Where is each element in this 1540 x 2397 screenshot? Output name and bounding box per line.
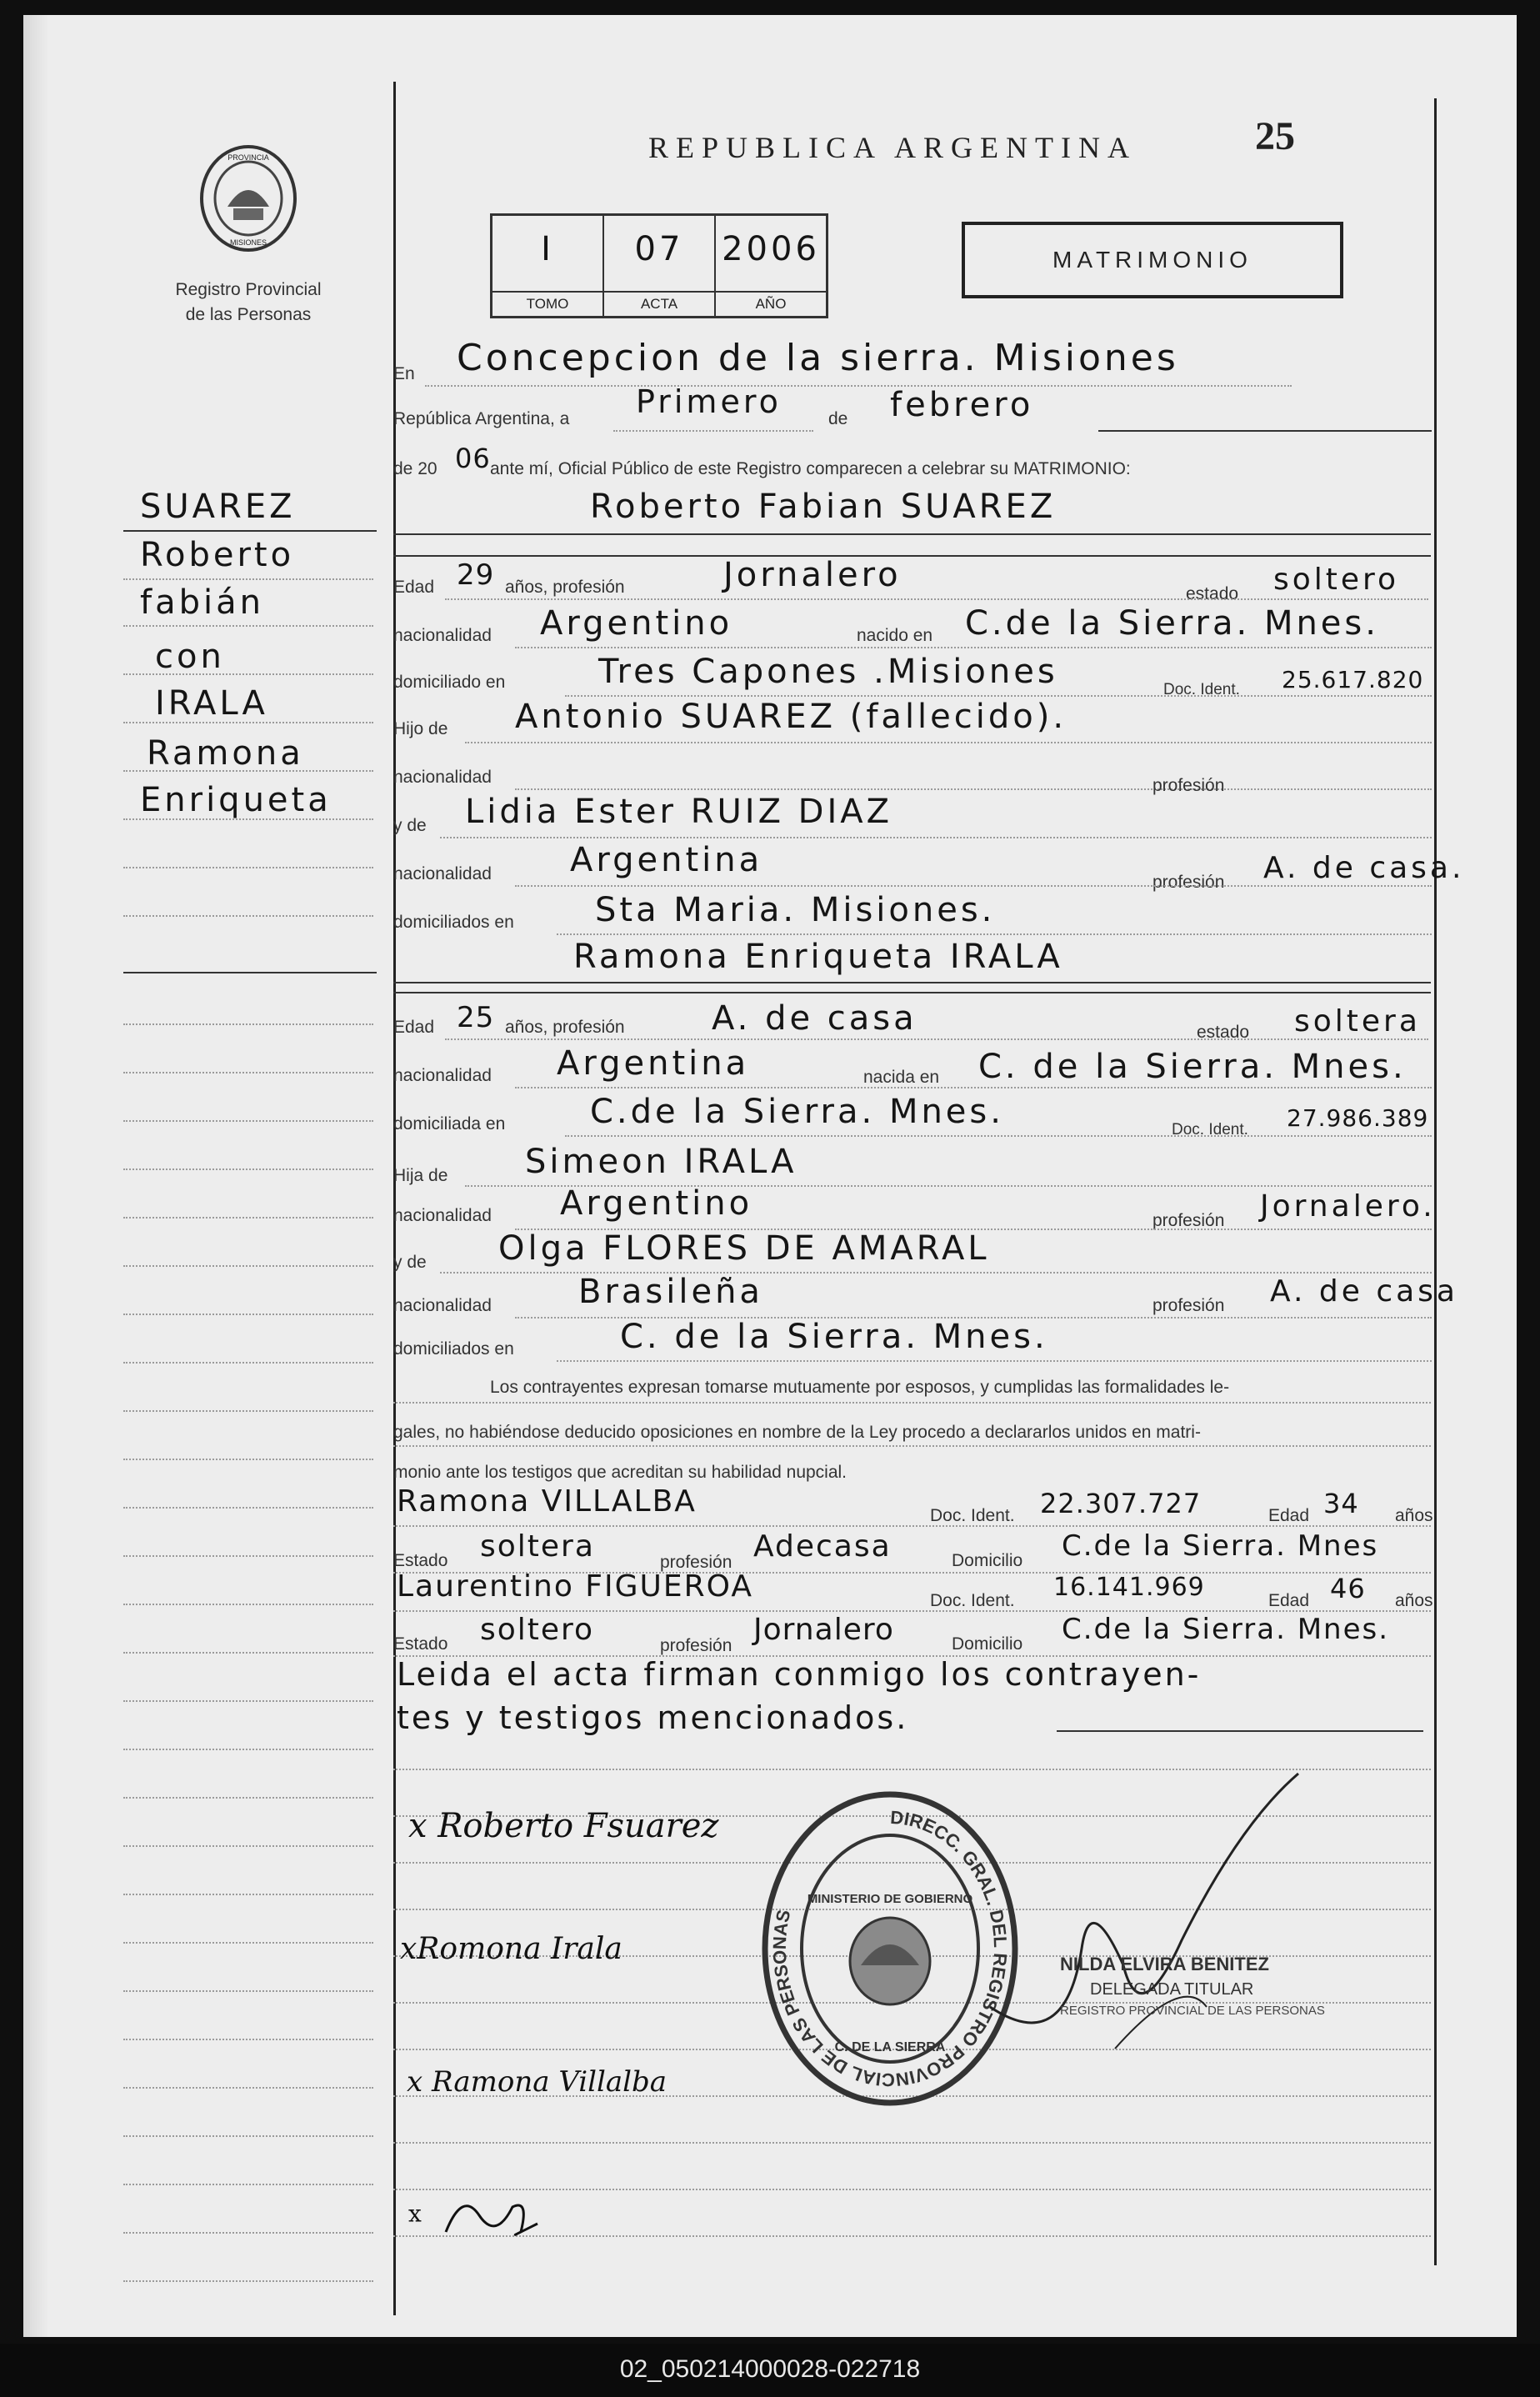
field-line xyxy=(393,1445,1431,1447)
bride-father-nac-label: nacionalidad xyxy=(393,1206,492,1225)
acta-value: 07 xyxy=(634,230,684,268)
footer-code: 02_050214000028-022718 xyxy=(619,2355,921,2383)
witness-2-anos-label: años xyxy=(1395,1591,1433,1610)
margin-line xyxy=(123,2135,373,2137)
witness-2-edad-label: Edad xyxy=(1268,1591,1310,1610)
closing-line-fill xyxy=(1057,1730,1423,1732)
groom-name-rule xyxy=(393,533,1431,535)
bride-estado-label: estado xyxy=(1197,1023,1250,1042)
groom-estado-label: estado xyxy=(1186,584,1239,603)
ano-label: AÑO xyxy=(716,291,826,316)
margin-groom-name-1: Roberto xyxy=(140,536,295,574)
bride-parents-dom-label: domiciliados en xyxy=(393,1339,514,1359)
witness-1-address: C.de la Sierra. Mnes xyxy=(1062,1529,1379,1563)
footer-bar xyxy=(0,2344,1540,2397)
groom-status: soltero xyxy=(1273,563,1400,597)
margin-line xyxy=(123,1217,373,1219)
bride-birthplace: C. de la Sierra. Mnes. xyxy=(978,1048,1407,1086)
witness-2-estado-label: Estado xyxy=(393,1634,448,1654)
margin-line xyxy=(123,1362,373,1364)
signature-witness-2-mark: x xyxy=(408,2199,422,2228)
declaration-line-2: gales, no habiéndose deducido oposiciones en nombre de la Ley procedo a declararlos unidos en matri- xyxy=(393,1423,1201,1442)
officer-office: REGISTRO PROVINCIAL DE LAS PERSONAS xyxy=(1060,2004,1325,2018)
field-line xyxy=(515,788,1432,790)
field-line xyxy=(393,1525,1431,1527)
margin-line xyxy=(123,1168,373,1170)
bride-doc: 27.986.389 xyxy=(1287,1104,1429,1132)
bride-parents-address: C. de la Sierra. Mnes. xyxy=(620,1318,1048,1356)
margin-line xyxy=(123,1749,373,1750)
witness-2-address: C.de la Sierra. Mnes. xyxy=(1062,1613,1390,1646)
right-margin-rule xyxy=(1434,98,1437,2265)
field-line xyxy=(440,837,1432,838)
provincial-seal-icon xyxy=(190,140,307,257)
margin-line xyxy=(123,1845,373,1847)
margin-line xyxy=(123,2280,373,2282)
stamp-inner-text: MINISTERIO DE GOBIERNO xyxy=(807,1892,973,1906)
margin-groom-name-2: fabián xyxy=(140,583,264,622)
bride-mother-prof-label: profesión xyxy=(1152,1296,1225,1315)
witness-2-name: Laurentino FIGUEROA xyxy=(397,1569,753,1604)
field-line xyxy=(557,1360,1432,1362)
bride-hija-label: Hija de xyxy=(393,1166,448,1185)
witness-2-dom-label: Domicilio xyxy=(952,1634,1023,1654)
witness-1-prof-label: profesión xyxy=(660,1553,732,1572)
witness-1-doc: 22.307.727 xyxy=(1040,1488,1202,1519)
margin-line xyxy=(123,1314,373,1315)
margin-line xyxy=(123,1410,373,1412)
margin-rule-top xyxy=(123,530,377,532)
groom-mother-profession: A. de casa. xyxy=(1263,851,1465,885)
margin-line xyxy=(123,2184,373,2185)
signature-witness-1: x Ramona Villalba xyxy=(407,2065,668,2099)
bride-father-prof-label: profesión xyxy=(1152,1211,1225,1230)
officer-title: DELEGADA TITULAR xyxy=(1090,1980,1254,1999)
margin-line xyxy=(123,1459,373,1460)
svg-text:MISIONES: MISIONES xyxy=(229,238,268,247)
bride-mother-profession: A. de casa xyxy=(1270,1274,1458,1309)
bride-y-de-label: y de xyxy=(393,1253,427,1272)
margin-line xyxy=(123,867,373,868)
groom-anos-profesion-label: años, profesión xyxy=(505,578,625,597)
margin-line xyxy=(123,1604,373,1605)
witness-1-edad-label: Edad xyxy=(1268,1506,1310,1525)
tomo-cell xyxy=(492,216,604,316)
margin-line xyxy=(123,1652,373,1654)
groom-mother-prof-label: profesión xyxy=(1152,873,1225,892)
bride-father: Simeon IRALA xyxy=(525,1143,798,1181)
year-prefix: de 20 xyxy=(393,459,438,478)
ano-cell xyxy=(716,216,826,316)
groom-nac-label: nacionalidad xyxy=(393,626,492,645)
field-line xyxy=(515,885,1432,887)
field-line xyxy=(1098,430,1432,432)
officer-signature xyxy=(965,1757,1315,2074)
bride-nacida-label: nacida en xyxy=(863,1068,940,1087)
place-value: Concepcion de la sierra. Misiones xyxy=(457,337,1179,379)
registry-name: Registro Provincial de las Personas xyxy=(175,280,322,324)
field-line xyxy=(445,598,1428,600)
margin-line xyxy=(123,578,373,580)
bride-name-rule xyxy=(393,982,1431,983)
margin-line xyxy=(123,1023,373,1025)
groom-parents-dom-label: domiciliados en xyxy=(393,913,514,932)
groom-y-de-label: y de xyxy=(393,816,427,835)
bride-mother-nac-label: nacionalidad xyxy=(393,1296,492,1315)
acta-box xyxy=(490,213,828,318)
ano-value: 2006 xyxy=(722,230,820,268)
page-binding-edge xyxy=(23,15,48,2337)
witness-1-status: soltera xyxy=(480,1529,595,1564)
bride-nationality: Argentina xyxy=(557,1044,750,1083)
witness-1-dom-label: Domicilio xyxy=(952,1551,1023,1570)
declaration-line-1: Los contrayentes expresan tomarse mutuamente por esposos, y cumplidas las formalidades le- xyxy=(490,1378,1230,1397)
groom-age: 29 xyxy=(457,558,495,592)
groom-father-prof-label: profesión xyxy=(1152,776,1225,795)
witness-2-doc-label: Doc. Ident. xyxy=(930,1591,1015,1610)
margin-line xyxy=(123,1797,373,1799)
page-number: 25 xyxy=(1255,114,1295,158)
groom-parents-address: Sta Maria. Misiones. xyxy=(595,891,996,929)
margin-line xyxy=(123,625,373,627)
groom-hijo-label: Hijo de xyxy=(393,719,448,738)
field-line xyxy=(557,933,1432,935)
signature-line xyxy=(393,2142,1431,2144)
margin-line xyxy=(123,2232,373,2234)
document-type-box xyxy=(962,222,1343,298)
margin-bride-name-1: Ramona xyxy=(147,734,304,773)
signature-witness-2 xyxy=(408,2182,562,2249)
margin-line xyxy=(123,1507,373,1509)
bride-age: 25 xyxy=(457,1001,495,1034)
margin-line xyxy=(123,1072,373,1073)
field-line xyxy=(445,1038,1428,1040)
bride-father-nationality: Argentino xyxy=(560,1184,753,1223)
groom-nationality: Argentino xyxy=(540,604,733,643)
witness-2-doc: 16.141.969 xyxy=(1053,1573,1205,1602)
groom-doc-label: Doc. Ident. xyxy=(1163,681,1240,698)
republica-label: República Argentina, a xyxy=(393,409,570,428)
witness-1-estado-label: Estado xyxy=(393,1551,448,1570)
witness-1-name: Ramona VILLALBA xyxy=(397,1484,697,1519)
document-page xyxy=(23,15,1517,2337)
tomo-label: TOMO xyxy=(492,291,602,316)
signature-groom: x Roberto Fsuarez xyxy=(408,1807,719,1845)
margin-line xyxy=(123,1990,373,1992)
bride-profession: A. de casa xyxy=(712,999,918,1038)
acta-cell xyxy=(604,216,716,316)
closing-line-2: tes y testigos mencionados. xyxy=(397,1699,909,1736)
day-value: Primero xyxy=(636,383,782,420)
field-line xyxy=(565,1135,1432,1137)
margin-line xyxy=(123,722,373,723)
margin-line xyxy=(123,1894,373,1895)
svg-text:PROVINCIA: PROVINCIA xyxy=(228,153,269,162)
margin-line xyxy=(123,1700,373,1702)
bride-mother-nationality: Brasileña xyxy=(578,1273,763,1311)
margin-bride-surname: IRALA xyxy=(155,684,268,723)
margin-line xyxy=(123,1120,373,1122)
margin-line xyxy=(123,2039,373,2040)
year-suffix: 06 xyxy=(455,443,491,474)
bride-address: C.de la Sierra. Mnes. xyxy=(590,1093,1004,1131)
closing-line-1: Leida el acta firman conmigo los contrayen- xyxy=(397,1656,1202,1693)
margin-line xyxy=(123,1555,373,1557)
ante-text: ante mí, Oficial Público de este Registro comparecen a celebrar su MATRIMONIO: xyxy=(490,459,1131,478)
field-line xyxy=(393,1402,1431,1404)
country-title: REPUBLICA ARGENTINA xyxy=(648,131,1138,164)
bride-mother: Olga FLORES DE AMARAL xyxy=(498,1229,990,1268)
declaration-line-3: monio ante los testigos que acreditan su habilidad nupcial. xyxy=(393,1463,848,1482)
margin-line xyxy=(123,1265,373,1267)
signature-witness-2-scribble xyxy=(429,2182,562,2249)
groom-full-name: Roberto Fabian SUAREZ xyxy=(590,488,1057,526)
bride-full-name: Ramona Enriqueta IRALA xyxy=(573,938,1063,976)
margin-line xyxy=(123,915,373,917)
witness-2-prof-label: profesión xyxy=(660,1636,732,1655)
witness-1-profession: Adecasa xyxy=(753,1529,892,1564)
margin-line xyxy=(123,2087,373,2089)
officer-name: NILDA ELVIRA BENITEZ xyxy=(1060,1954,1269,1974)
margin-rule-bottom xyxy=(123,972,377,973)
field-line xyxy=(425,385,1292,387)
margin-line xyxy=(123,770,373,772)
margin-bride-name-2: Enriqueta xyxy=(140,781,332,819)
groom-section-rule xyxy=(393,555,1431,557)
margin-line xyxy=(123,818,373,820)
groom-father-nac-label: nacionalidad xyxy=(393,768,492,787)
witness-1-age: 34 xyxy=(1323,1488,1359,1519)
bride-status: soltera xyxy=(1294,1004,1421,1038)
witness-2-profession: Jornalero xyxy=(753,1613,894,1647)
margin-connector: con xyxy=(155,638,225,676)
bride-nac-label: nacionalidad xyxy=(393,1066,492,1085)
witness-1-anos-label: años xyxy=(1395,1506,1433,1525)
bride-anos-profesion-label: años, profesión xyxy=(505,1018,625,1037)
groom-mother-nac-label: nacionalidad xyxy=(393,864,492,883)
acta-label: ACTA xyxy=(604,291,714,316)
margin-line xyxy=(123,673,373,675)
de-label: de xyxy=(828,409,848,428)
witness-2-age: 46 xyxy=(1330,1573,1366,1604)
field-line xyxy=(613,430,813,432)
groom-father: Antonio SUAREZ (fallecido). xyxy=(515,698,1068,736)
bride-section-rule xyxy=(393,992,1431,993)
bride-father-profession: Jornalero. xyxy=(1260,1189,1436,1224)
groom-mother-nationality: Argentina xyxy=(570,841,763,879)
groom-dom-label: domiciliado en xyxy=(393,673,506,692)
groom-address: Tres Capones .Misiones xyxy=(598,653,1058,691)
bride-edad-label: Edad xyxy=(393,1018,435,1037)
en-label: En xyxy=(393,364,415,383)
groom-birthplace: C.de la Sierra. Mnes. xyxy=(965,604,1379,643)
document-type: MATRIMONIO xyxy=(1052,247,1252,273)
stamp-bottom-text: C. DE LA SIERRA xyxy=(834,2040,946,2054)
margin-line xyxy=(123,1942,373,1944)
month-value: febrero xyxy=(890,386,1034,424)
tomo-value: I xyxy=(541,230,554,268)
field-line xyxy=(393,1610,1431,1612)
witness-2-status: soltero xyxy=(480,1613,595,1647)
field-line xyxy=(515,647,1432,648)
witness-1-doc-label: Doc. Ident. xyxy=(930,1506,1015,1525)
groom-nacido-label: nacido en xyxy=(857,626,933,645)
margin-groom-surname: SUAREZ xyxy=(140,488,296,526)
field-line xyxy=(515,1087,1432,1088)
groom-mother: Lidia Ester RUIZ DIAZ xyxy=(465,793,893,831)
field-line xyxy=(465,742,1432,743)
bride-dom-label: domiciliada en xyxy=(393,1114,506,1133)
groom-profession: Jornalero xyxy=(723,556,902,594)
signature-bride: xRomona Irala xyxy=(400,1932,622,1966)
bride-doc-label: Doc. Ident. xyxy=(1172,1121,1248,1138)
groom-edad-label: Edad xyxy=(393,578,435,597)
stamp-ring-text: DIRECC. GRAL. DEL REGISTRO PROVINCIAL DE LAS PERSONAS xyxy=(768,1806,1012,2091)
field-line xyxy=(565,695,1432,697)
groom-doc: 25.617.820 xyxy=(1282,666,1424,693)
